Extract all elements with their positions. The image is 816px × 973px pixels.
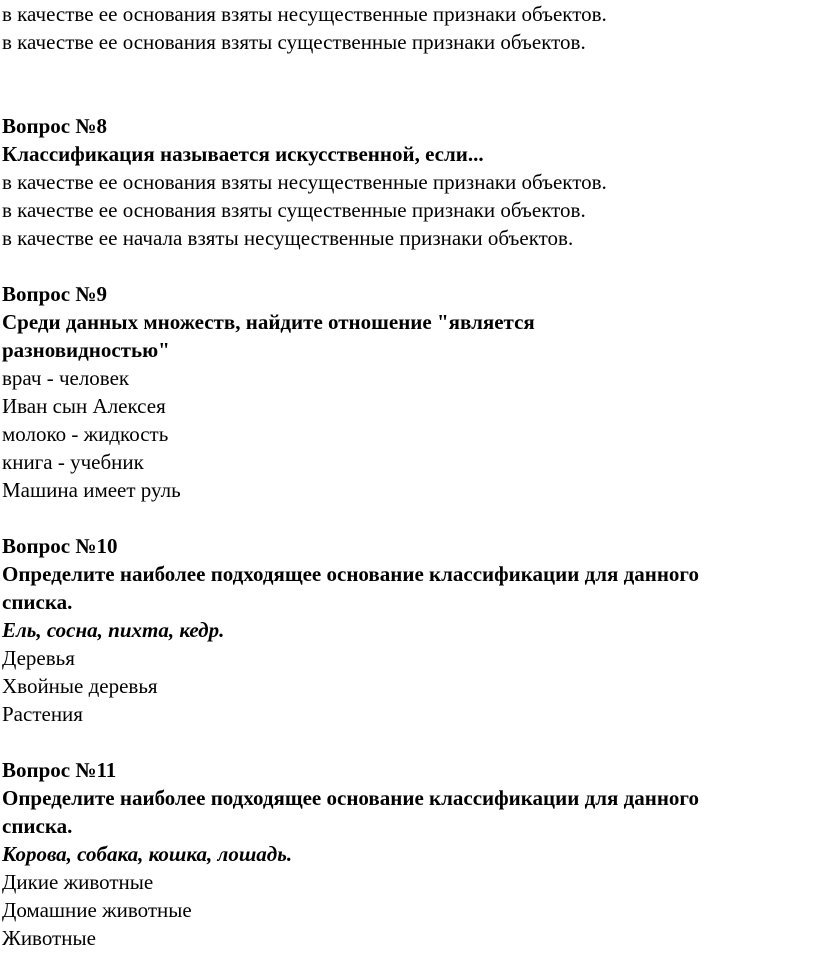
answer-option: Иван сын Алексея [2,394,166,418]
question-text: списка. [2,590,73,614]
answer-option: Машина имеет руль [2,478,181,502]
answer-option: Растения [2,702,83,726]
answer-option: в качестве ее основания взяты несущественные признаки объектов. [2,170,607,194]
question-10 [2,532,814,728]
answer-option: в качестве ее основания взяты существенные признаки объектов. [2,198,586,222]
question-list: Ель, сосна, пихта, кедр. [2,618,225,642]
answer-option: Домашние животные [2,898,192,922]
question-11 [2,756,814,952]
intro-options [2,0,814,56]
question-text: списка. [2,814,73,838]
answer-option: врач - человек [2,366,130,390]
answer-option: Хвойные деревья [2,674,158,698]
question-9 [2,280,814,504]
answer-option: Дикие животные [2,870,154,894]
question-title: Вопрос №10 [2,534,118,558]
question-text: разновидностью" [2,338,170,362]
question-list: Корова, собака, кошка, лошадь. [2,842,293,866]
answer-option: книга - учебник [2,450,144,474]
question-title: Вопрос №11 [2,758,117,782]
answer-option: в качестве ее основания взяты существенные признаки объектов. [2,30,586,54]
answer-option: Деревья [2,646,75,670]
answer-option: Животные [2,926,96,950]
question-text: Классификация называется искусственной, если... [2,142,484,166]
question-8 [2,112,814,252]
document-page [2,0,814,952]
question-text: Определите наиболее подходящее основание классификации для данного [2,786,699,810]
answer-option: в качестве ее начала взяты несущественные признаки объектов. [2,226,574,250]
answer-option: молоко - жидкость [2,422,169,446]
question-text: Среди данных множеств, найдите отношение "является [2,310,535,334]
question-title: Вопрос №8 [2,114,107,138]
answer-option: в качестве ее основания взяты несущественные признаки объектов. [2,2,607,26]
question-text: Определите наиболее подходящее основание классификации для данного [2,562,699,586]
question-title: Вопрос №9 [2,282,107,306]
